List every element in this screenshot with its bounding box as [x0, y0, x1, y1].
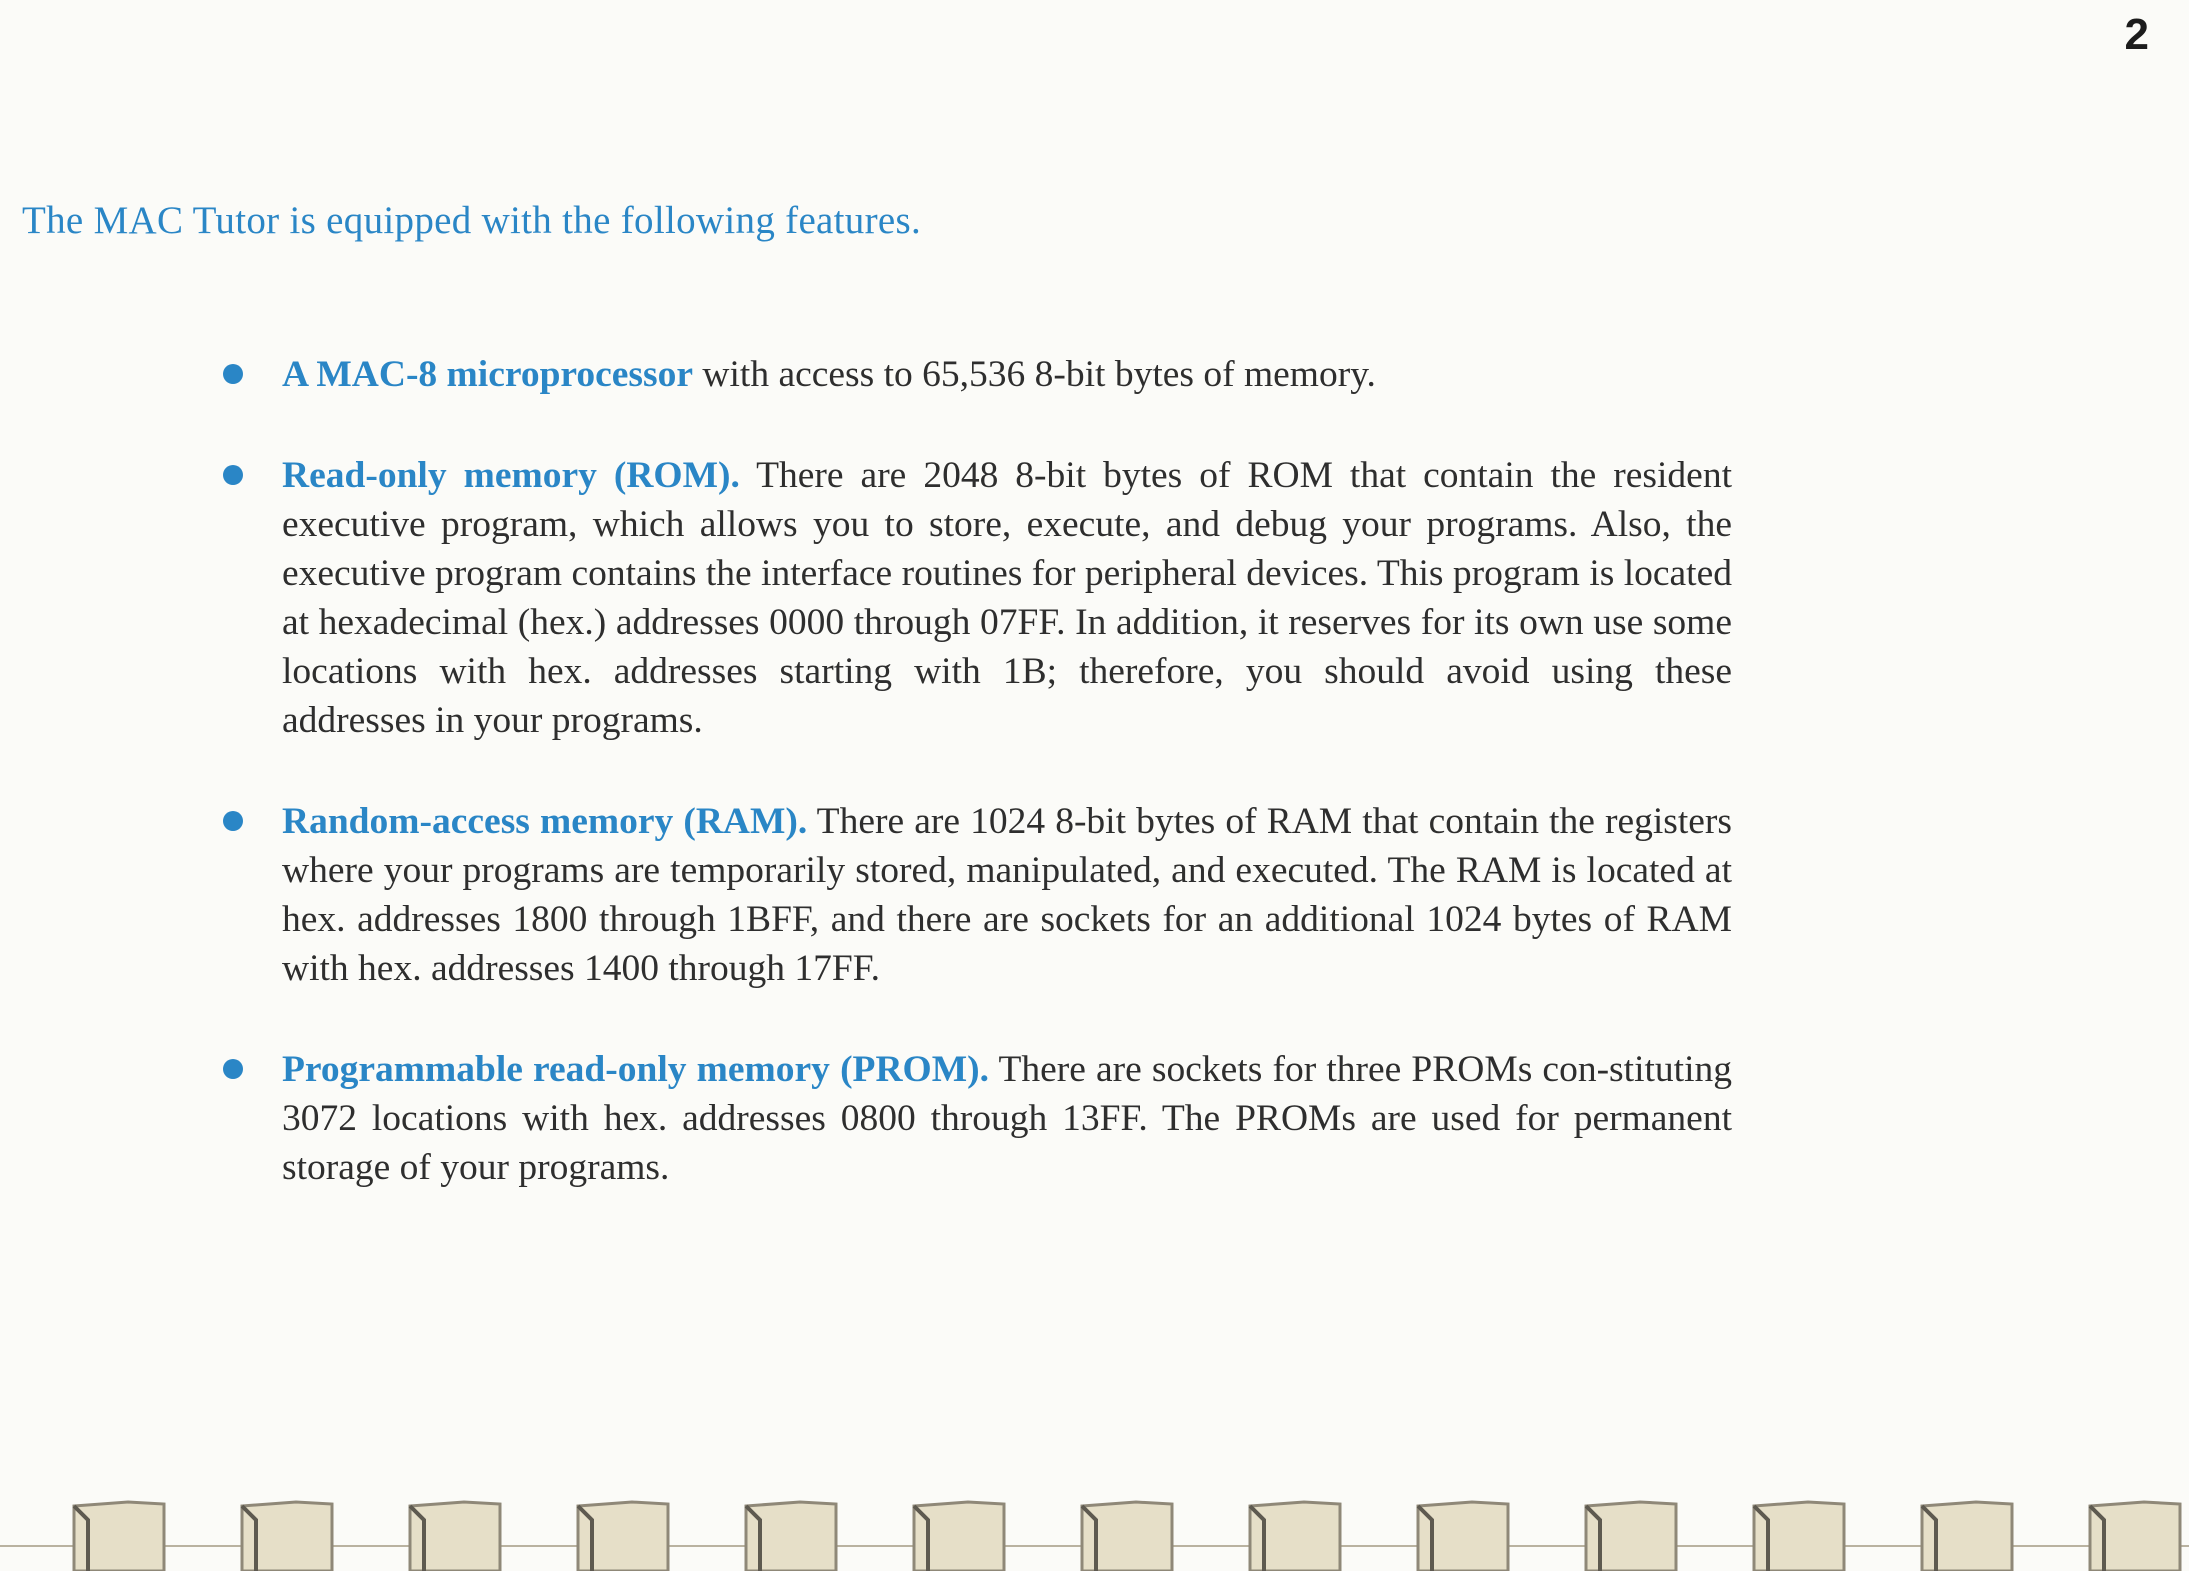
feature-item-prom: [212, 1045, 1732, 1192]
bullet-icon: [223, 811, 243, 831]
feature-list: [212, 350, 1732, 1244]
feature-term: Read-only memory (ROM).: [282, 455, 740, 496]
feature-term: A MAC-8 microprocessor: [282, 354, 694, 395]
bullet-icon: [223, 364, 243, 384]
feature-description: There are 1024 8-bit bytes of RAM that contain the registers where your programs are temporarily stored, manipulated, and executed. The RAM is located at hex. addresses 1800 through 1BFF, and there are sockets for an additional 1024 bytes of RAM with hex. addresses 1400 through 17FF.: [282, 801, 1732, 989]
feature-description: with access to 65,536 8-bit bytes of memory.: [693, 354, 1376, 395]
intro-heading: The MAC Tutor is equipped with the following features.: [22, 199, 922, 242]
binding-rings: [74, 1502, 2189, 1571]
feature-item-rom: [212, 451, 1732, 745]
spiral-binding: [0, 1476, 2189, 1571]
feature-description: There are 2048 8-bit bytes of ROM that contain the resident executive program, which allows you to store, execute, and debug your programs. Also, the executive program contains the interface routines for peripheral devices. This program is located at hexadecimal (hex.) addresses 0000 through 07FF. In addition, it reserves for its own use some locations with hex. addresses starting with 1B; therefore, you should avoid using these addresses in your programs.: [282, 455, 1732, 741]
bullet-icon: [223, 465, 243, 485]
feature-item-ram: [212, 797, 1732, 993]
page-number: 2: [2124, 10, 2149, 59]
feature-term: Programmable read-only memory (PROM).: [282, 1049, 989, 1090]
feature-term: Random-access memory (RAM).: [282, 801, 808, 842]
feature-description: There are sockets for three PROMs con-stituting 3072 locations with hex. addresses 0800 through 13FF. The PROMs are used for permanent storage of your programs.: [282, 1049, 1732, 1188]
feature-item-microprocessor: [212, 350, 1732, 399]
bullet-icon: [223, 1059, 243, 1079]
